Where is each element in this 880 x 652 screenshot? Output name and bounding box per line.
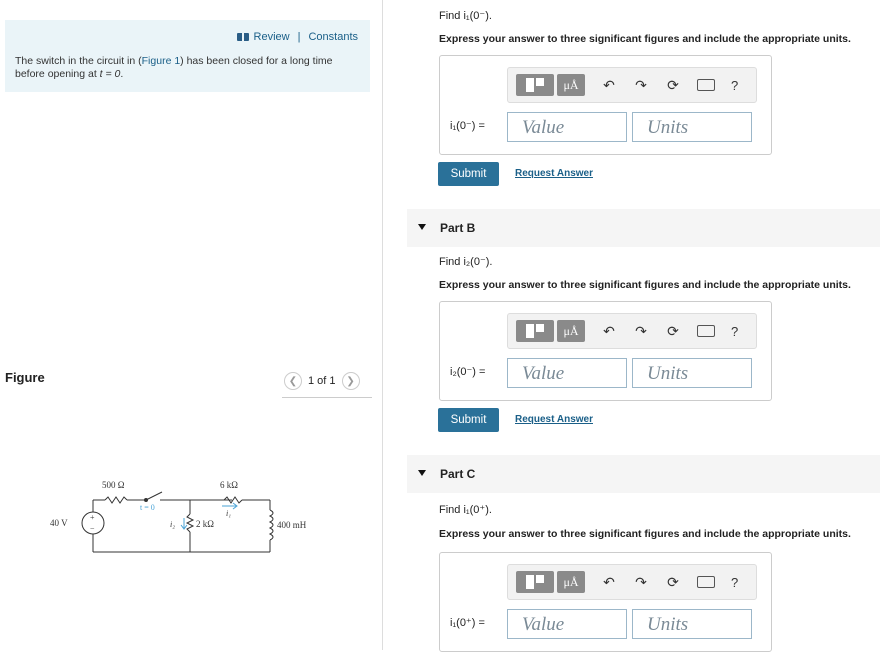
template-icon[interactable]: [516, 320, 554, 342]
redo-icon[interactable]: ↷: [635, 76, 647, 93]
part-b-find: Find i₂(0⁻).: [439, 256, 493, 268]
right-panel: [383, 0, 880, 650]
help-button[interactable]: ?: [731, 574, 739, 590]
units-button[interactable]: μÅ: [557, 571, 585, 593]
problem-statement: [15, 55, 360, 81]
part-b-label: i₂(0⁻) =: [450, 366, 486, 378]
help-button[interactable]: ?: [731, 77, 739, 93]
intro-text-3: .: [120, 68, 124, 80]
part-b-request-answer[interactable]: Request Answer: [515, 414, 593, 425]
figure-divider: [282, 397, 372, 398]
redo-icon[interactable]: ↷: [635, 322, 647, 339]
reset-icon[interactable]: ⟳: [667, 322, 679, 339]
part-b-toolbar: [507, 313, 757, 349]
review-link[interactable]: Review: [253, 31, 290, 43]
intro-text-2: ) has been closed for a long time before opening at: [15, 55, 333, 80]
inductor-label: 400 mH: [277, 520, 307, 530]
source-label: 40 V: [50, 518, 68, 528]
circuit-diagram: [50, 470, 330, 570]
part-a-label: i₁(0⁻) =: [450, 120, 485, 132]
part-a-find: Find i₁(0⁻).: [439, 10, 492, 22]
separator: |: [297, 31, 301, 43]
part-a-submit-button[interactable]: Submit: [438, 162, 499, 186]
figure-pager: [284, 372, 360, 390]
part-a-toolbar: [507, 67, 757, 103]
book-icon: [237, 33, 249, 41]
part-c-title: Part C: [440, 467, 476, 481]
part-b-title: Part B: [440, 221, 476, 235]
units-button[interactable]: μÅ: [557, 320, 585, 342]
r2-label: 2 kΩ: [196, 519, 214, 529]
intro-text-1: The switch in the circuit in (: [15, 55, 142, 67]
minus-sign: −: [90, 524, 95, 533]
r1-label: 500 Ω: [102, 480, 125, 490]
plus-sign: +: [90, 513, 95, 522]
i2-label: i₂: [170, 520, 176, 529]
reset-icon[interactable]: ⟳: [667, 76, 679, 93]
redo-icon[interactable]: ↷: [635, 573, 647, 590]
keyboard-icon[interactable]: [697, 79, 715, 91]
units-button[interactable]: μÅ: [557, 74, 585, 96]
part-c-toolbar: [507, 564, 757, 600]
left-panel: [0, 0, 383, 650]
template-icon[interactable]: [516, 571, 554, 593]
figure-heading: Figure: [5, 370, 45, 385]
r3-label: 6 kΩ: [220, 480, 238, 490]
intro-time: t = 0: [99, 68, 121, 80]
part-b-instruction: Express your answer to three significant figures and include the appropriate units.: [439, 279, 851, 291]
intro-box: [5, 20, 370, 92]
i1-label: i₁: [226, 509, 232, 518]
help-button[interactable]: ?: [731, 323, 739, 339]
part-b-header[interactable]: [407, 209, 880, 247]
undo-icon[interactable]: ↶: [603, 322, 615, 339]
collapse-icon: [418, 470, 426, 476]
next-figure-button[interactable]: ❯: [342, 372, 360, 390]
pager-text: 1 of 1: [308, 375, 336, 387]
part-a-value-input[interactable]: Value: [507, 112, 627, 142]
part-c-label: i₁(0⁺) =: [450, 617, 485, 629]
part-c-header[interactable]: [407, 455, 880, 493]
part-a-request-answer[interactable]: Request Answer: [515, 168, 593, 179]
part-c-instruction: Express your answer to three significant figures and include the appropriate units.: [439, 528, 851, 540]
part-b-answer-box: [439, 301, 772, 401]
constants-link[interactable]: Constants: [308, 31, 358, 43]
template-icon[interactable]: [516, 74, 554, 96]
part-b-units-input[interactable]: Units: [632, 358, 752, 388]
review-constants-bar: [237, 31, 358, 43]
collapse-icon: [418, 224, 426, 230]
part-c-answer-box: [439, 552, 772, 652]
prev-figure-button[interactable]: ❮: [284, 372, 302, 390]
figure-link[interactable]: Figure 1: [141, 55, 181, 67]
part-c-find: Find i₁(0⁺).: [439, 504, 492, 516]
part-a-answer-box: [439, 55, 772, 155]
part-b-value-input[interactable]: Value: [507, 358, 627, 388]
undo-icon[interactable]: ↶: [603, 573, 615, 590]
switch-label: t = 0: [140, 503, 155, 512]
part-a-units-input[interactable]: Units: [632, 112, 752, 142]
keyboard-icon[interactable]: [697, 576, 715, 588]
part-c-value-input[interactable]: Value: [507, 609, 627, 639]
keyboard-icon[interactable]: [697, 325, 715, 337]
part-c-units-input[interactable]: Units: [632, 609, 752, 639]
undo-icon[interactable]: ↶: [603, 76, 615, 93]
part-a-instruction: Express your answer to three significant figures and include the appropriate units.: [439, 33, 851, 45]
reset-icon[interactable]: ⟳: [667, 573, 679, 590]
part-b-submit-button[interactable]: Submit: [438, 408, 499, 432]
